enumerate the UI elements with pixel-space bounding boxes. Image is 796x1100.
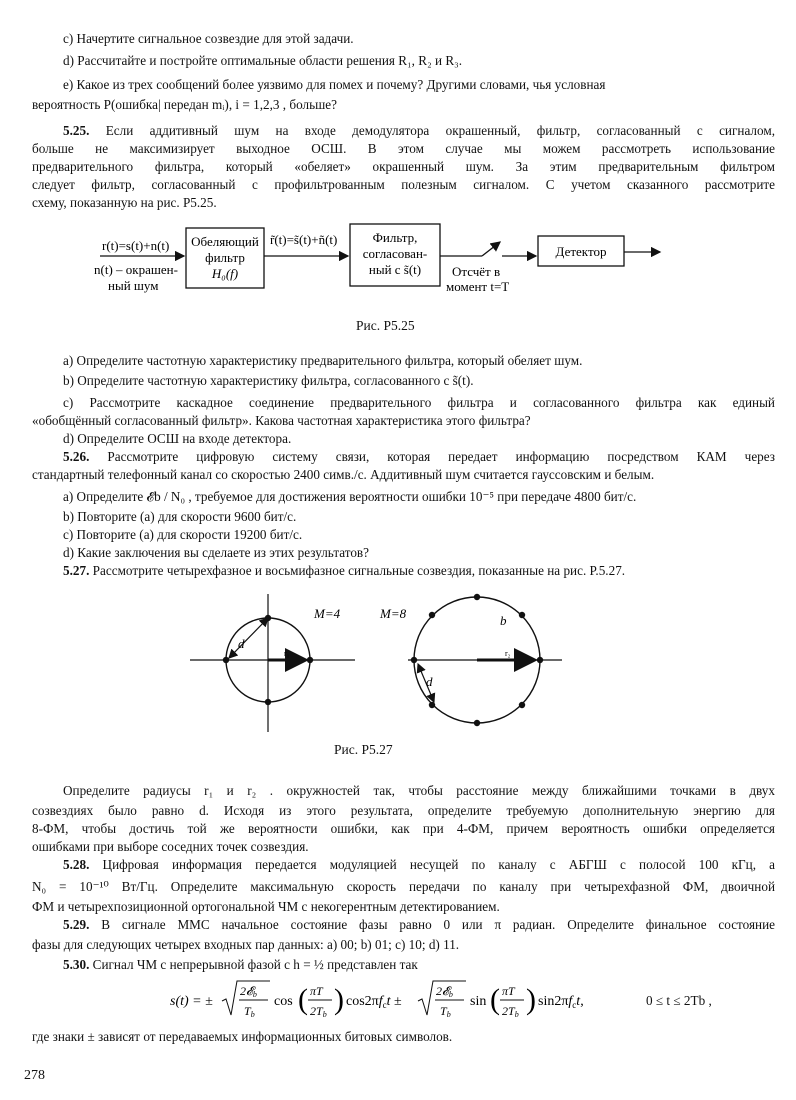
question-5-26-c: c) Повторите (a) для скорости 19200 бит/с. bbox=[63, 527, 303, 542]
figure-p5-25-caption: Рис. P5.25 bbox=[356, 318, 415, 333]
m8-label: M=8 bbox=[380, 606, 407, 621]
m8-point bbox=[519, 612, 525, 618]
noise-label-2: ный шум bbox=[108, 278, 159, 293]
problem-5-28-line-1: 5.28. Цифровая информация передается модуляцией несущей по каналу с АБГШ с полосой 100 кГц, а bbox=[63, 857, 776, 872]
m8-distance-label: d bbox=[426, 674, 433, 689]
m4-point bbox=[307, 657, 313, 663]
m8-b-label: b bbox=[500, 613, 507, 628]
m4-distance-label: d bbox=[238, 636, 245, 651]
whitening-filter-label-3: H₀(f) bbox=[211, 266, 239, 281]
item-e-question: e) Какое из трех сообщений более уязвимо для помех и почему? Другими словами, чья условная bbox=[63, 77, 606, 92]
question-5-25-c-line-1: c) Рассмотрите каскадное соединение предварительного фильтра и согласованного фильтра как единый bbox=[63, 395, 775, 410]
problem-5-30-number: 5.30. bbox=[63, 957, 90, 972]
svg-text:πT: πT bbox=[502, 984, 515, 998]
filtered-signal-label: r̃(t)=s̃(t)+ñ(t) bbox=[270, 232, 338, 247]
item-c-constellation: c) Начертите сигнальное созвездие для этой задачи. bbox=[63, 31, 354, 46]
problem-5-25-line-5: схему, показанную на рис. P5.25. bbox=[32, 195, 217, 210]
m8-point bbox=[537, 657, 543, 663]
question-5-25-b: b) Определите частотную характеристику фильтра, согласованного с s̃(t). bbox=[63, 373, 474, 388]
question-5-26-d: d) Какие заключения вы сделаете из этих результатов? bbox=[63, 545, 370, 560]
problem-5-28-line-3: ФМ и четырехпозиционной ортогональной ЧМ с некогерентным детектированием. bbox=[32, 899, 500, 914]
problem-5-25-line-3: предварительного фильтра, который «обеляет» окрашенный шум. За этим предварительным фильтром bbox=[32, 159, 775, 174]
svg-text:cos2πfct ±: $\cos 2\pi f_ct$ ± bbox=[346, 994, 402, 1010]
svg-text:(: ( bbox=[490, 983, 500, 1016]
svg-text:): ) bbox=[526, 983, 536, 1016]
svg-text:sin2πfct,: $\sin 2\pi f_ct$, bbox=[538, 994, 584, 1010]
problem-5-25-line-4: следует фильтр, согласованный с профильтрованным полезным сигналом. С учетом сказанного рассмотрите bbox=[32, 177, 775, 192]
problem-5-27-body-1: Определите радиусы r₁ и r₂ . окружностей так, чтобы расстояние между ближайшими точками в двух bbox=[63, 783, 775, 798]
problem-5-28-line-2: N₀ = 10⁻¹⁰ Вт/Гц. Определите максимальную скорость передачи по каналу при четырехфазной ФМ, двоичной bbox=[32, 879, 775, 894]
sampling-label-2: момент t=T bbox=[446, 279, 510, 294]
item-e-probability: вероятность P(ошибка| передан mᵢ), i = 1,2,3 , больше? bbox=[32, 97, 337, 112]
svg-text:πT: πT bbox=[310, 984, 323, 998]
cpfsk-formula bbox=[170, 975, 630, 1027]
m8-point bbox=[474, 594, 480, 600]
question-5-26-a: a) Определите 𝓔b / N₀ , требуемое для достижения вероятности ошибки 10⁻⁵ при передаче 4800 бит/с. bbox=[63, 489, 637, 504]
problem-5-28-number: 5.28. bbox=[63, 857, 90, 872]
formula-lhs: s(t) = ± bbox=[170, 994, 213, 1009]
figure-p5-27-constellations bbox=[180, 582, 570, 742]
sqrt1-den: Tb bbox=[244, 1004, 255, 1019]
problem-5-29-line-2: фазы для следующих четырех входных пар данных: a) 00; b) 01; c) 10; d) 11. bbox=[32, 937, 460, 952]
problem-5-25-number: 5.25. bbox=[63, 123, 90, 138]
problem-5-26-number: 5.26. bbox=[63, 449, 90, 464]
svg-text:2Tb: 2Tb bbox=[502, 1004, 519, 1019]
m8-point bbox=[429, 702, 435, 708]
m8-point bbox=[429, 612, 435, 618]
sampling-label-1: Отсчёт в bbox=[452, 264, 501, 279]
m4-point bbox=[223, 657, 229, 663]
detector-label: Детектор bbox=[555, 244, 607, 259]
svg-text:2𝓔b: 2𝓔b bbox=[436, 984, 453, 999]
problem-5-26-line-2: стандартный телефонный канал со скоростью 2400 симв./с. Аддитивный шум считается гауссовским и белым. bbox=[32, 467, 655, 482]
m8-point bbox=[411, 657, 417, 663]
noise-label-1: n(t) – окрашен- bbox=[94, 262, 178, 277]
figure-p5-25-diagram bbox=[90, 216, 670, 316]
item-d-regions: d) Рассчитайте и постройте оптимальные области решения R₁, R₂ и R₃. bbox=[63, 53, 463, 68]
sqrt1-num: 2𝓔b bbox=[240, 984, 257, 999]
problem-5-30-line-1: 5.30. Сигнал ЧМ с непрерывной фазой с h = ½ представлен так bbox=[63, 957, 418, 972]
problem-5-26-line-1: 5.26. Рассмотрите цифровую систему связи, которая передает информацию посредством КАМ через bbox=[63, 449, 775, 464]
problem-5-27-body-3: 8-ФМ, чтобы достичь той же вероятности ошибки, как при 4-ФМ, причем вероятность ошибки определяется bbox=[32, 821, 775, 836]
m4-label: M=4 bbox=[314, 606, 341, 621]
svg-text:): ) bbox=[334, 983, 344, 1016]
figure-p5-27-caption: Рис. P5.27 bbox=[334, 742, 393, 757]
svg-text:2Tb: 2Tb bbox=[310, 1004, 327, 1019]
input-signal-label: r(t)=s(t)+n(t) bbox=[102, 238, 170, 253]
matched-filter-label-1: Фильтр, bbox=[372, 230, 418, 245]
m4-distance-arrow bbox=[229, 618, 268, 658]
problem-5-25-line-2: больше не максимизирует выходное ОСШ. В этом случае мы можем рассмотреть использование bbox=[32, 141, 775, 156]
problem-5-27-body-4: ошибками при выборе соседних точек созвездия. bbox=[32, 839, 309, 854]
m8-point bbox=[519, 702, 525, 708]
problem-5-29-line-1: 5.29. В сигнале ММС начальное состояние фазы равно 0 или π радиан. Определите финальное состояние bbox=[63, 917, 776, 932]
problem-5-29-number: 5.29. bbox=[63, 917, 90, 932]
svg-text:Tb: Tb bbox=[440, 1004, 451, 1019]
matched-filter-label-3: ный с s̃(t) bbox=[368, 262, 422, 277]
m4-point bbox=[265, 699, 271, 705]
m4-point bbox=[265, 615, 271, 621]
question-5-25-d: d) Определите ОСШ на входе детектора. bbox=[63, 431, 292, 446]
problem-5-30-footnote: где знаки ± зависят от передаваемых информационных битовых символов. bbox=[32, 1029, 453, 1044]
problem-5-25-line-1: 5.25. Если аддитивный шум на входе демодулятора окрашенный, фильтр, согласованный с сигналом, bbox=[63, 123, 775, 138]
question-5-25-a: a) Определите частотную характеристику предварительного фильтра, который обеляет шум. bbox=[63, 353, 583, 368]
question-5-26-b: b) Повторите (a) для скорости 9600 бит/с. bbox=[63, 509, 297, 524]
whitening-filter-label-1: Обеляющий bbox=[191, 234, 259, 249]
m8-radius-label: r₂ bbox=[505, 649, 511, 658]
problem-5-27-line-1: 5.27. Рассмотрите четырехфазное и восьмифазное сигнальные созвездия, показанные на рис. P.5.27. bbox=[63, 563, 626, 578]
m8-point bbox=[474, 720, 480, 726]
sin-label: sin bbox=[470, 994, 487, 1009]
question-5-25-c-line-2: «обобщённый согласованный фильтр». Какова частотная характеристика этого фильтра? bbox=[32, 413, 531, 428]
problem-5-27-number: 5.27. bbox=[63, 563, 90, 578]
page-number: 278 bbox=[24, 1068, 45, 1083]
cos-label: cos bbox=[274, 994, 293, 1009]
matched-filter-label-2: согласован- bbox=[362, 246, 428, 261]
problem-5-27-body-2: созвездиях было равно d. Исходя из этого результата, определите требуемую дополнительную энергию для bbox=[32, 803, 775, 818]
whitening-filter-label-2: фильтр bbox=[205, 250, 245, 265]
sampler-switch bbox=[482, 242, 500, 256]
m4-radius-label: r₁ bbox=[284, 649, 290, 658]
svg-text:(: ( bbox=[298, 983, 308, 1016]
formula-time-range: 0 ≤ t ≤ 2Tb , bbox=[646, 993, 712, 1008]
